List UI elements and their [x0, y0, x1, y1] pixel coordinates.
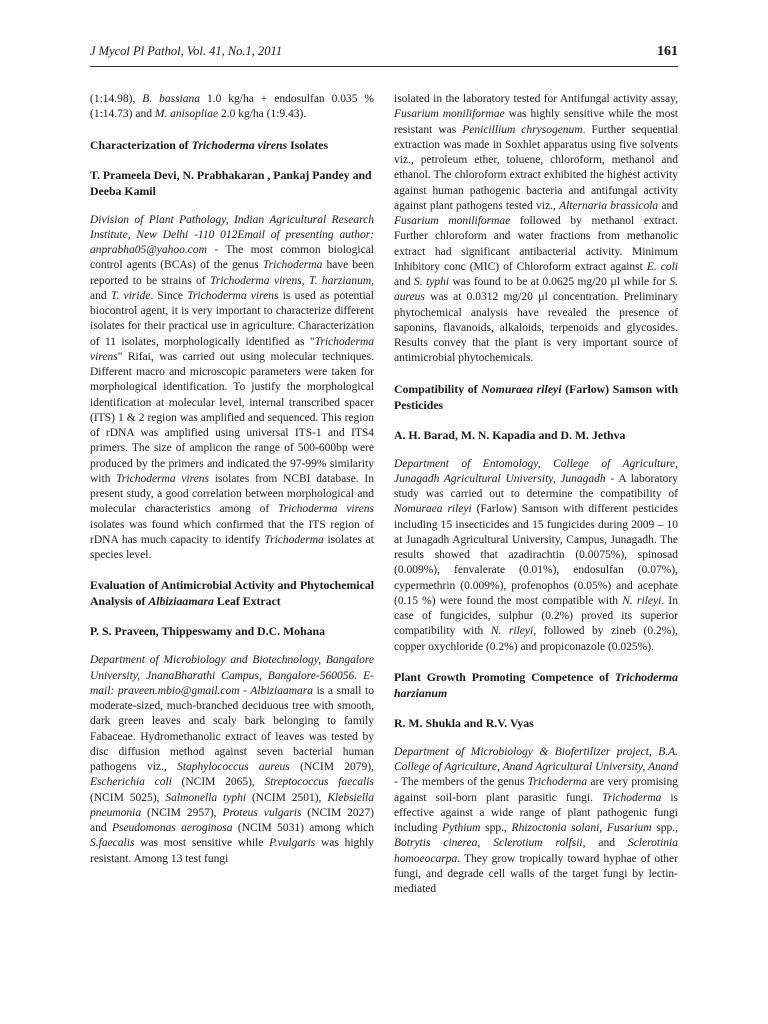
abstract-authors: A. H. Barad, M. N. Kapadia and D. M. Jethva	[394, 427, 626, 442]
running-header	[90, 44, 678, 68]
affiliation: Department of Entomology, College of Agriculture, Junagadh Agricultural University, Junagadh	[394, 457, 678, 485]
right-column	[394, 92, 678, 897]
abstract-title: Compatibility of Nomuraea rileyi (Farlow) Samson with Pesticides	[394, 381, 679, 412]
abstract-body: Division of Plant Pathology, Indian Agricultural Research Institute, New Delhi -110 012Email of presenting author: anprabha05@yahoo.com - The most common biological control agents (BCAs) of the genus Trichoderma have been reported to be strains of Trichoderma virens, T. harzianum, and T. viride. Since Trichoderma virens is used as potential biocontrol agent, it is very important to characterize different isolates for their practical use in agriculture. Characterization of 11 isolates, morphologically identified as "Trichoderma virens" Rifai, was carried out using molecular techniques. Different macro and microscopic parameters were taken for morphological identification. To justify the morphological identification at molecular level, internal transcribed spacer (ITS) 1 & 2 region was amplified and sequenced. This region of rDNA was amplified using universal ITS-1 and ITS4 primers. The size of amplicon the range of 500-600bp were produced by the primers and indicated the 97-99% similarity with Trichoderma virens isolates from NCBI database. In present study, a good correlation between morphological and molecular characteristics among of Trichoderma virens isolates was found which confirmed that the ITS region of rDNA has much capacity to identify Trichoderma isolates at species level.	[90, 213, 375, 561]
affiliation: Department of Microbiology and Biotechnology, Bangalore University, JnanaBharathi Campus, Bangalore-560056. E-mail: praveen.mbio@gmail.com - Albiziaamara	[90, 654, 374, 697]
abstract-body: Department of Microbiology and Biotechnology, Bangalore University, JnanaBharathi Campus, Bangalore-560056. E-mail: praveen.mbio@gmail.com - Albiziaamara is a small to moderate-sized, much-branched deciduous tree with smooth, dark green leaves and scaly bark belonging to family Fabaceae. Hydromethanolic extract of leaves was tested by disc diffusion method against seven bacterial human pathogens viz., Staphylococcus aureus (NCIM 2079), Escherichia coli (NCIM 2065), Streptococcus faecalis (NCIM 5025), Salmonella typhi (NCIM 2501), Klebsiella pneumonia (NCIM 2957), Proteus vulgaris (NCIM 2027) and Pseudomonas aeroginosa (NCIM 5031) among which S.faecalis was most sensitive while P.vulgaris was highly resistant. Among 13 test fungi	[90, 654, 375, 865]
abstract-body: Department of Entomology, College of Agriculture, Junagadh Agricultural University, Junagadh - A laboratory study was carried out to determine the compatibility of Nomuraea rileyi (Farlow) Samson with different pesticides including 15 insecticides and 15 fungicides during 2009 – 10 at Junagadh Agricultural University, Campus, Junagadh. The results showed that azadirachtin (0.0075%), spinosad (0.009%), fenvalerate (0.01%), endosulfan (0.07%), cypermethrin (0.009%), profenophos (0.05%) and acephate (0.15 %) were found the most compatible with N. rileyi. In case of fungicides, sulphur (0.2%) proved its superior compatibility with N. rileyi, followed by zineb (0.2%), copper oxychloride (0.2%) and propiconazole (0.025%).	[394, 457, 678, 653]
affiliation: Department of Microbiology & Biofertilizer project, B.A. College of Agriculture, Anand Agricultural University, Anand	[394, 745, 678, 773]
abstract-authors: P. S. Praveen, Thippeswamy and D.C. Mohana	[90, 624, 325, 639]
left-column	[90, 92, 374, 867]
abstract-title: Characterization of Trichoderma virens Isolates	[90, 137, 329, 152]
abstract-authors: R. M. Shukla and R.V. Vyas	[394, 715, 534, 730]
abstract-title: Plant Growth Promoting Competence of Trichoderma harzianum	[394, 669, 678, 700]
page-number: 161	[657, 44, 678, 59]
header-rule	[90, 66, 678, 67]
continued-paragraph: (1:14.98), B. bassiana 1.0 kg/ha + endosulfan 0.035 % (1:14.73) and M. anisopliae 2.0 kg/ha (1:9.43).	[90, 93, 375, 121]
abstract-title: Evaluation of Antimicrobial Activity and Phytochemical Analysis of Albiziaamara Leaf Extract	[90, 578, 374, 609]
continued-paragraph: isolated in the laboratory tested for Antifungal activity assay, Fusarium moniliformae was highly sensitive while the most resistant was Penicillium chrysogenum. Further sequential extraction was made in Soxhlet apparatus using five solvents viz., petroleum ether, toluene, chloroform, methanol and ethanol. The chloroform extract exhibited the highest activity against human pathogenic bacteria and antifungal activity against plant pathogens tested viz., Alternaria brassicola and Fusarium moniliformae followed by methanol extract. Further chloroform and water fractions from methanolic extract had significant antibacterial activity. Minimum Inhibitory conc (MIC) of Chloroform extract against E. coli and S. typhi was found to be at 0.0625 mg/20 µl while for S. aureus was at 0.0312 mg/20 µl concentration. Preliminary phytochemical analysis have revealed the presence of saponins, flavanoids, alkaloids, terpenoids and glycosides. Results convey that the plant is very important source of antimicrobial phytochemicals.	[394, 93, 679, 365]
abstract-authors: T. Prameela Devi, N. Prabhakaran , Pankaj Pandey and Deeba Kamil	[90, 167, 372, 198]
journal-citation: J Mycol Pl Pathol, Vol. 41, No.1, 2011	[90, 44, 283, 58]
abstract-body: Department of Microbiology & Biofertilizer project, B.A. College of Agriculture, Anand Agricultural University, Anand - The members of the genus Trichoderma are very promising against soil-born plant parasitic fungi. Trichoderma is effective against a wide range of plant pathogenic fungi including Pythium spp., Rhizoctonia solani, Fusarium spp., Botrytis cinerea, Sclerotium rolfsii, and Sclerotinia homoeocarpa. They grow tropically toward hyphae of other fungi, and degrade cell walls of the target fungi by lectin-mediated	[394, 745, 678, 895]
affiliation: Division of Plant Pathology, Indian Agricultural Research Institute, New Delhi -110 012Email of presenting author: anprabha05@yahoo.com	[90, 213, 374, 256]
